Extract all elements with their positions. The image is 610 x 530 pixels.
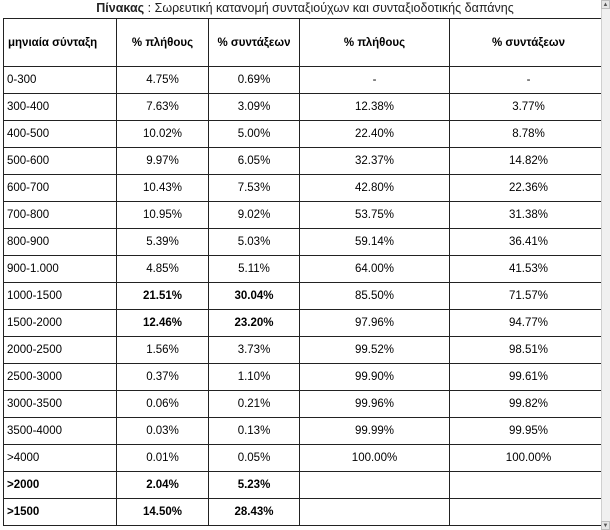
cell-pct-count: 7.63% [117, 94, 209, 121]
cell-cum-count: 85.50% [300, 283, 450, 310]
cell-cum-pension: 31.38% [450, 202, 608, 229]
cell-pct-count: 1.56% [117, 337, 209, 364]
cell-pct-pension: 5.23% [209, 472, 300, 499]
cell-pct-pension: 5.03% [209, 229, 300, 256]
table-row [4, 499, 608, 526]
cell-pct-count: 0.03% [117, 418, 209, 445]
cell-pct-pension: 5.00% [209, 121, 300, 148]
cell-pct-pension: 30.04% [209, 283, 300, 310]
cell-cum-count: 59.14% [300, 229, 450, 256]
scroll-up-arrow-icon[interactable]: ▲ [602, 2, 609, 8]
table-row [4, 391, 608, 418]
table-row [4, 121, 608, 148]
cell-cum-count [300, 499, 450, 526]
cell-pct-count: 4.75% [117, 67, 209, 94]
cell-range: 300-400 [4, 94, 117, 121]
cell-cum-pension [450, 499, 608, 526]
cell-pct-pension: 0.05% [209, 445, 300, 472]
cell-pct-pension: 28.43% [209, 499, 300, 526]
table-row [4, 229, 608, 256]
scroll-down-arrow-icon[interactable]: ▼ [602, 523, 609, 529]
cell-cum-pension: 99.82% [450, 391, 608, 418]
cell-range: 500-600 [4, 148, 117, 175]
cell-cum-pension [450, 472, 608, 499]
cell-pct-pension: 23.20% [209, 310, 300, 337]
header-pct-count: % πλήθους [117, 19, 209, 67]
cell-pct-pension: 3.09% [209, 94, 300, 121]
cell-cum-count: 32.37% [300, 148, 450, 175]
table-row [4, 364, 608, 391]
caption-text: : Σωρευτική κατανομή συνταξιούχων και συνταξιοδοτικής δαπάνης [147, 1, 514, 15]
cell-cum-count: 53.75% [300, 202, 450, 229]
header-pct-pension [209, 19, 300, 67]
cell-pct-count: 4.85% [117, 256, 209, 283]
table-row [4, 94, 608, 121]
table-body [4, 67, 608, 526]
cell-pct-count: 2.04% [117, 472, 209, 499]
header-monthly-pension: μηνιαία σύνταξη [4, 19, 117, 67]
header-cum-count: % πλήθους [300, 19, 450, 67]
cell-cum-pension: 41.53% [450, 256, 608, 283]
cell-pct-pension: 5.11% [209, 256, 300, 283]
cell-cum-count: 99.96% [300, 391, 450, 418]
cell-cum-count [300, 472, 450, 499]
cell-cum-count: 42.80% [300, 175, 450, 202]
cell-pct-pension: 6.05% [209, 148, 300, 175]
table-row [4, 202, 608, 229]
cell-cum-pension: 99.61% [450, 364, 608, 391]
table-row [4, 67, 608, 94]
cell-cum-count: 12.38% [300, 94, 450, 121]
cell-range: 2000-2500 [4, 337, 117, 364]
cell-range: 3500-4000 [4, 418, 117, 445]
table-row [4, 283, 608, 310]
header-pct-pension-text: % συντάξεων [217, 36, 291, 49]
table-row [4, 256, 608, 283]
cell-cum-pension: 94.77% [450, 310, 608, 337]
cell-range: 400-500 [4, 121, 117, 148]
distribution-table [3, 18, 608, 526]
cell-range: 1000-1500 [4, 283, 117, 310]
cell-cum-pension: 71.57% [450, 283, 608, 310]
cell-cum-count: 99.99% [300, 418, 450, 445]
table-row [4, 472, 608, 499]
cell-pct-count: 0.01% [117, 445, 209, 472]
cell-pct-count: 9.97% [117, 148, 209, 175]
cell-range: 0-300 [4, 67, 117, 94]
cell-range: 1500-2000 [4, 310, 117, 337]
cell-cum-pension: 100.00% [450, 445, 608, 472]
cell-pct-count: 21.51% [117, 283, 209, 310]
cell-range: 2500-3000 [4, 364, 117, 391]
table-row [4, 310, 608, 337]
table-row [4, 175, 608, 202]
cell-cum-count: 100.00% [300, 445, 450, 472]
table-row [4, 337, 608, 364]
cell-cum-count: 22.40% [300, 121, 450, 148]
cell-cum-count: 64.00% [300, 256, 450, 283]
cell-cum-count: 99.52% [300, 337, 450, 364]
cell-pct-pension: 0.13% [209, 418, 300, 445]
caption-prefix: Πίνακας [96, 1, 145, 15]
cell-range: 900-1.000 [4, 256, 117, 283]
cell-pct-pension: 9.02% [209, 202, 300, 229]
cell-cum-pension: 8.78% [450, 121, 608, 148]
cell-cum-count: 99.90% [300, 364, 450, 391]
cell-range: 700-800 [4, 202, 117, 229]
cell-cum-pension: 14.82% [450, 148, 608, 175]
table-row [4, 445, 608, 472]
cell-pct-count: 12.46% [117, 310, 209, 337]
table-caption [0, 1, 610, 15]
cell-range: >4000 [4, 445, 117, 472]
cell-cum-pension: 22.36% [450, 175, 608, 202]
header-cum-pension: % συντάξεων [450, 19, 608, 67]
cell-pct-count: 5.39% [117, 229, 209, 256]
cell-pct-pension: 0.69% [209, 67, 300, 94]
cell-range: 3000-3500 [4, 391, 117, 418]
cell-pct-count: 10.02% [117, 121, 209, 148]
cell-pct-count: 0.37% [117, 364, 209, 391]
cell-pct-pension: 3.73% [209, 337, 300, 364]
table-row [4, 418, 608, 445]
table-header-row [4, 19, 608, 67]
table-row [4, 148, 608, 175]
cell-pct-count: 10.95% [117, 202, 209, 229]
cell-pct-count: 0.06% [117, 391, 209, 418]
cell-range: >2000 [4, 472, 117, 499]
cell-pct-count: 10.43% [117, 175, 209, 202]
cell-cum-count: 97.96% [300, 310, 450, 337]
cell-pct-pension: 7.53% [209, 175, 300, 202]
cell-cum-pension: 98.51% [450, 337, 608, 364]
cell-cum-pension: 3.77% [450, 94, 608, 121]
cell-cum-count: - [300, 67, 450, 94]
cell-pct-count: 14.50% [117, 499, 209, 526]
cell-cum-pension: - [450, 67, 608, 94]
cell-cum-pension: 36.41% [450, 229, 608, 256]
vertical-scrollbar[interactable] [601, 0, 610, 530]
cell-range: >1500 [4, 499, 117, 526]
cell-cum-pension: 99.95% [450, 418, 608, 445]
cell-range: 800-900 [4, 229, 117, 256]
cell-range: 600-700 [4, 175, 117, 202]
cell-pct-pension: 1.10% [209, 364, 300, 391]
cell-pct-pension: 0.21% [209, 391, 300, 418]
